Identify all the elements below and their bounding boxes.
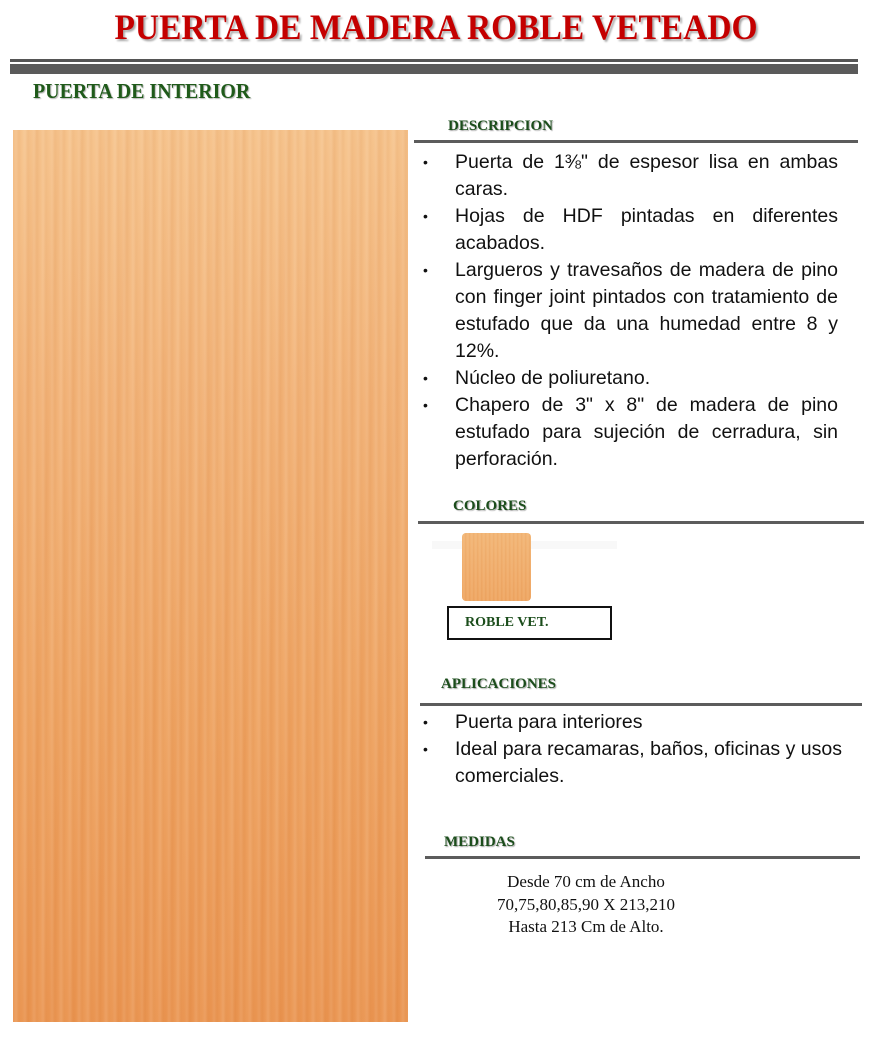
measurement-line: Desde 70 cm de Ancho xyxy=(507,872,665,891)
section-heading-medidas: MEDIDAS xyxy=(444,834,515,850)
list-item: • Chapero de 3" x 8" de madera de pino estufado para sujeción de cerradura, sin perforación. xyxy=(423,394,838,470)
color-swatch-roble-vet xyxy=(462,533,531,601)
header-divider-thick xyxy=(10,64,858,74)
section-heading-aplicaciones: APLICACIONES xyxy=(441,676,557,692)
bullet-icon: • xyxy=(423,262,428,278)
list-item: • Núcleo de poliuretano. xyxy=(414,365,838,392)
bullet-icon: • xyxy=(423,714,428,730)
door-product-image xyxy=(13,130,408,1022)
bullet-icon: • xyxy=(423,370,428,386)
bullet-icon: • xyxy=(423,208,428,224)
page-title: PUERTA DE MADERA ROBLE VETEADO xyxy=(114,7,758,47)
list-item: • Ideal para recamaras, baños, oficinas y usos comerciales. xyxy=(423,738,842,787)
section-heading-descripcion: DESCRIPCION xyxy=(448,118,554,134)
section-divider-descripcion xyxy=(414,140,858,143)
section-heading-colores: COLORES xyxy=(453,498,527,514)
list-item: • Puerta para interiores xyxy=(414,709,844,736)
measurements-block xyxy=(440,871,732,939)
bullet-icon: • xyxy=(423,397,428,413)
list-item: • Largueros y travesaños de madera de pino con finger joint pintados con tratamiento de estufado que da una humedad entre 8 y 12%. xyxy=(423,259,838,362)
color-label-box xyxy=(447,606,612,640)
bullet-icon: • xyxy=(423,741,428,757)
section-divider-colores xyxy=(418,521,864,524)
section-divider-aplicaciones xyxy=(420,703,862,706)
section-divider-medidas xyxy=(425,856,860,859)
measurement-line: 70,75,80,85,90 X 213,210 xyxy=(496,894,676,914)
color-label: ROBLE VET. xyxy=(465,615,549,630)
description-list xyxy=(414,149,838,473)
list-item: • Puerta de 1⅜" de espesor lisa en ambas caras. xyxy=(423,151,838,200)
header-divider-thin xyxy=(10,59,858,62)
bullet-icon: • xyxy=(423,154,428,170)
applications-list xyxy=(414,709,844,790)
product-category: PUERTA DE INTERIOR xyxy=(33,79,251,103)
measurement-line: Hasta 213 Cm de Alto. xyxy=(508,917,664,936)
list-item: • Hojas de HDF pintadas en diferentes acabados. xyxy=(423,205,838,254)
